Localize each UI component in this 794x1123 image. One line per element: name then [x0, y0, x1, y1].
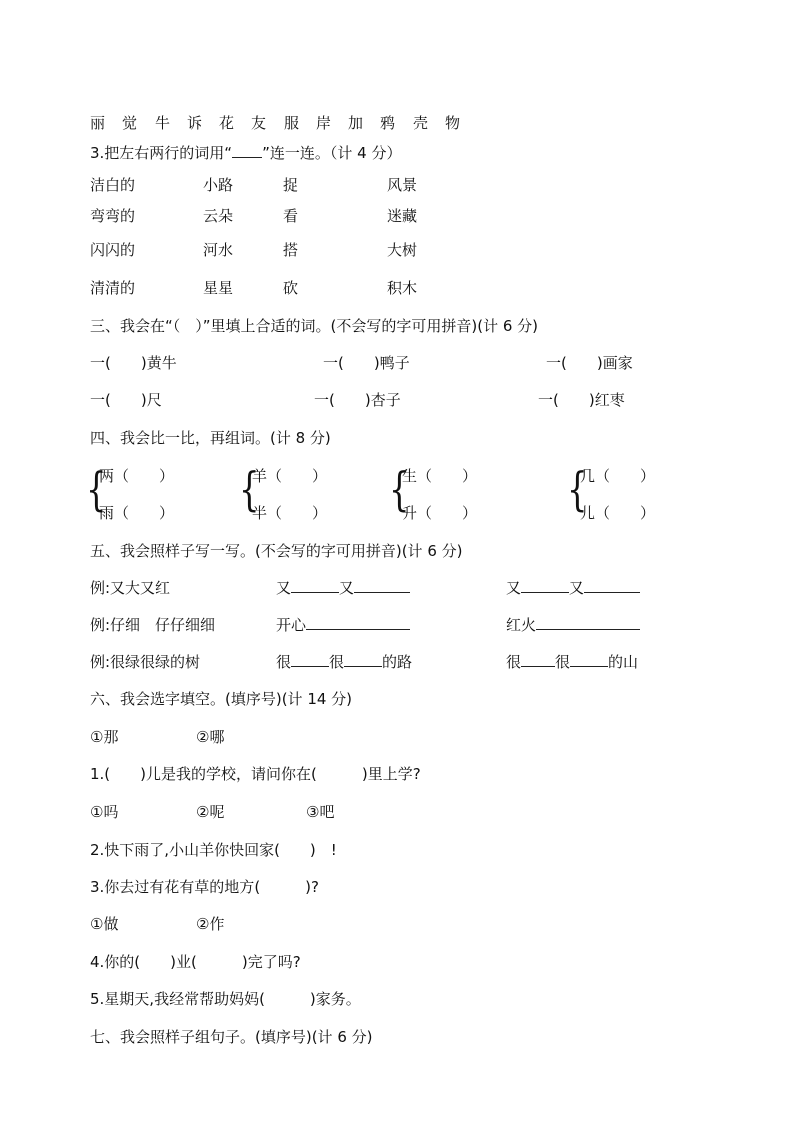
match-right-verb: 搭 — [283, 241, 299, 259]
char: 岸 — [316, 114, 332, 132]
fill-item: 一( )红枣 — [538, 391, 625, 409]
fill-blank — [521, 652, 555, 667]
char: 觉 — [122, 114, 138, 132]
write-line: 红火 — [506, 615, 640, 635]
fill-blank — [570, 652, 608, 667]
match-left-adj: 弯弯的 — [90, 207, 136, 225]
option: ①做 — [90, 915, 119, 933]
example-1: 例:又大又红 — [90, 579, 171, 597]
char: 牛 — [155, 114, 171, 132]
question-5: 5.星期天,我经常帮助妈妈( )家务。 — [90, 990, 361, 1008]
match-left-adj: 洁白的 — [90, 176, 136, 194]
match-left-adj: 清清的 — [90, 279, 136, 297]
fill-blank — [584, 578, 640, 593]
match-left-noun: 河水 — [203, 241, 234, 259]
question-1: 1.( )儿是我的学校，请问你在( )里上学? — [90, 765, 421, 783]
char: 花 — [219, 114, 235, 132]
section-4-title: 四、我会比一比，再组词。(计 8 分) — [90, 429, 331, 447]
compare-item: 羊（ ） — [252, 467, 328, 485]
brace-icon: { — [239, 462, 260, 516]
option: ①吗 — [90, 803, 119, 821]
option: ②哪 — [196, 728, 225, 746]
brace-icon: { — [389, 462, 410, 516]
match-left-noun: 云朵 — [203, 207, 234, 225]
match-right-verb: 捉 — [283, 176, 299, 194]
fill-blank — [232, 143, 262, 158]
match-right-noun: 积木 — [387, 279, 418, 297]
char: 服 — [284, 114, 300, 132]
compare-item: 儿（ ） — [580, 504, 656, 522]
char: 加 — [348, 114, 364, 132]
option: ①那 — [90, 728, 119, 746]
char: 壳 — [413, 114, 429, 132]
match-left-noun: 星星 — [203, 279, 234, 297]
write-line: 开心 — [276, 615, 410, 635]
section-3-title: 三、我会在“（ ）”里填上合适的词。(不会写的字可用拼音)(计 6 分) — [90, 317, 539, 335]
fill-item: 一( )鸭子 — [323, 354, 410, 372]
char: 鸦 — [380, 114, 396, 132]
question-2: 2.快下雨了,小山羊你快回家( ) ! — [90, 841, 337, 859]
write-line: 很 很 的山 — [506, 653, 639, 671]
compare-item: 半（ ） — [252, 504, 328, 522]
fill-blank — [354, 578, 410, 593]
match-right-noun: 风景 — [387, 176, 418, 194]
write-line: 又 又 — [276, 578, 410, 598]
char: 物 — [445, 114, 461, 132]
write-line: 又 又 — [506, 578, 640, 598]
fill-blank — [291, 578, 339, 593]
match-left-noun: 小路 — [203, 176, 234, 194]
match-right-noun: 大树 — [387, 241, 418, 259]
q3-title: 3.把左右两行的词用“ ”连一连。（计 4 分） — [90, 144, 402, 162]
section-7-title: 七、我会照样子组句子。(填序号)(计 6 分) — [90, 1028, 373, 1046]
example-2: 例:仔细 仔仔细细 — [90, 616, 216, 634]
option: ②呢 — [196, 803, 225, 821]
question-3: 3.你去过有花有草的地方( )? — [90, 878, 319, 896]
fill-blank — [536, 615, 640, 630]
option: ③吧 — [306, 803, 335, 821]
compare-item: 升（ ） — [402, 504, 478, 522]
option: ②作 — [196, 915, 225, 933]
match-left-adj: 闪闪的 — [90, 241, 136, 259]
match-right-verb: 砍 — [283, 279, 299, 297]
example-3: 例:很绿很绿的树 — [90, 653, 201, 671]
brace-icon: { — [86, 462, 107, 516]
fill-blank — [521, 578, 569, 593]
section-6-title: 六、我会选字填空。(填序号)(计 14 分) — [90, 690, 353, 708]
char: 丽 — [90, 114, 106, 132]
write-line: 很 很 的路 — [276, 653, 413, 671]
fill-blank — [306, 615, 410, 630]
char: 友 — [251, 114, 267, 132]
fill-item: 一( )黄牛 — [90, 354, 177, 372]
compare-item: 几（ ） — [580, 467, 656, 485]
match-right-noun: 迷藏 — [387, 207, 418, 225]
compare-item: 生（ ） — [402, 467, 478, 485]
fill-item: 一( )杏子 — [314, 391, 401, 409]
char: 诉 — [187, 114, 203, 132]
compare-item: 两（ ） — [99, 467, 175, 485]
match-right-verb: 看 — [283, 207, 299, 225]
fill-blank — [291, 652, 329, 667]
compare-item: 雨（ ） — [99, 504, 175, 522]
fill-item: 一( )画家 — [546, 354, 633, 372]
fill-blank — [344, 652, 382, 667]
section-5-title: 五、我会照样子写一写。(不会写的字可用拼音)(计 6 分) — [90, 542, 463, 560]
fill-item: 一( )尺 — [90, 391, 162, 409]
brace-icon: { — [567, 462, 588, 516]
question-4: 4.你的( )业( )完了吗? — [90, 953, 301, 971]
